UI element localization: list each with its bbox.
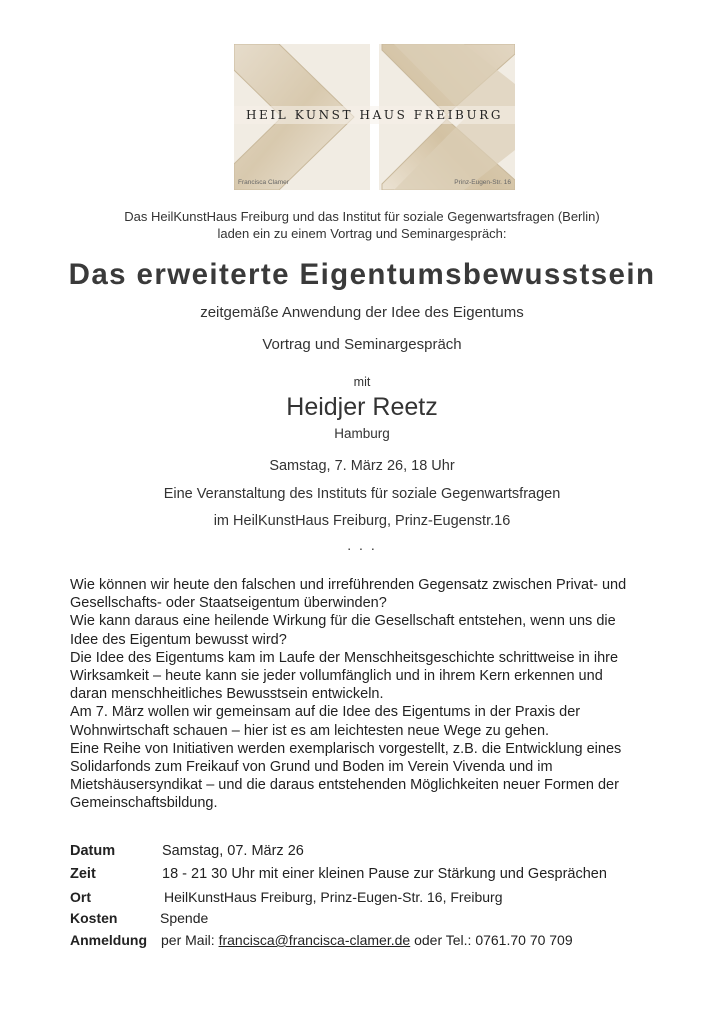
body-line: Wohnwirtschaft schauen – hier ist es am leichtesten neue Wege zu gehen. [70, 722, 550, 739]
body-line: Mietshäusersyndikat – und die daraus entstehenden Möglichkeiten neuer Formen der [70, 777, 619, 794]
section-separator: . . . [347, 537, 377, 553]
zeit-value: 18 - 21 30 Uhr mit einer kleinen Pause zur Stärkung und Gesprächen [162, 866, 607, 882]
phone-text: oder Tel.: 0761.70 70 709 [414, 932, 573, 948]
body-line: Wirksamkeit – heute kann sie jeder vollumfänglich und in ihrem Kern erkennen und [70, 668, 603, 685]
event-format: Vortrag und Seminargespräch [262, 336, 462, 353]
body-line: Gemeinschaftsbildung. [70, 795, 218, 812]
intro-text [0, 208, 724, 242]
event-venue: im HeilKunstHaus Freiburg, Prinz-Eugenstr.16 [213, 513, 511, 529]
headline: Das erweiterte Eigentumsbewusstsein [68, 258, 656, 291]
intro-line-1: Das HeilKunstHaus Freiburg und das Institut für soziale Gegenwartsfragen (Berlin) [124, 209, 600, 224]
anmeldung-value [161, 932, 573, 948]
heilkunsthaus-logo-artwork [234, 44, 515, 190]
subtitle: zeitgemäße Anwendung der Idee des Eigentums [200, 304, 524, 321]
body-line: Die Idee des Eigentums kam im Laufe der Menschheitsgeschichte schrittweise in ihre [70, 649, 619, 666]
datum-value: Samstag, 07. März 26 [162, 843, 304, 859]
intro-line-2: laden ein zu einem Vortrag und Seminargespräch: [217, 226, 507, 241]
kosten-label: Kosten [70, 910, 118, 926]
logo-title: HEIL KUNST HAUS FREIBURG [234, 106, 515, 124]
logo-artist-credit: Francisca Clamer [238, 179, 289, 186]
description-body [70, 576, 710, 813]
email-link[interactable]: francisca@francisca-clamer.de [218, 932, 411, 948]
ort-label: Ort [70, 889, 91, 905]
zeit-label: Zeit [70, 866, 96, 882]
body-line: Am 7. März wollen wir gemeinsam auf die Idee des Eigentums in der Praxis der [70, 704, 581, 721]
anmeldung-label: Anmeldung [70, 932, 147, 948]
event-organizer: Eine Veranstaltung des Instituts für soziale Gegenwartsfragen [163, 486, 561, 502]
body-line: Wie können wir heute den falschen und irreführenden Gegensatz zwischen Privat- und [70, 577, 627, 593]
body-line: Wie kann daraus eine heilende Wirkung für die Gesellschaft entstehen, wenn uns die [70, 613, 616, 630]
body-line: Eine Reihe von Initiativen werden exemplarisch vorgestellt, z.B. die Entwicklung eines [70, 740, 622, 757]
speaker-city: Hamburg [334, 426, 390, 441]
body-line: Gesellschafts- oder Staatseigentum überwinden? [70, 595, 387, 612]
body-line: daran menschheitliches Bewusstsein entwickeln. [70, 686, 384, 703]
ort-value: HeilKunstHaus Freiburg, Prinz-Eugen-Str. 16, Freiburg [164, 889, 503, 905]
speaker-name: Heidjer Reetz [286, 393, 438, 421]
speaker-prefix: mit [353, 375, 371, 389]
logo-address: Prinz-Eugen-Str. 16 [454, 179, 511, 186]
body-line: Solidarfonds zum Freikauf von Grund und Boden im Verein Vivenda und im [70, 759, 553, 776]
event-date: Samstag, 7. März 26, 18 Uhr [269, 458, 455, 474]
datum-label: Datum [70, 843, 116, 859]
kosten-value: Spende [160, 910, 209, 926]
body-line: Idee des Eigentum bewusst wird? [70, 631, 287, 648]
anmeldung-prefix: per Mail: [161, 932, 215, 948]
